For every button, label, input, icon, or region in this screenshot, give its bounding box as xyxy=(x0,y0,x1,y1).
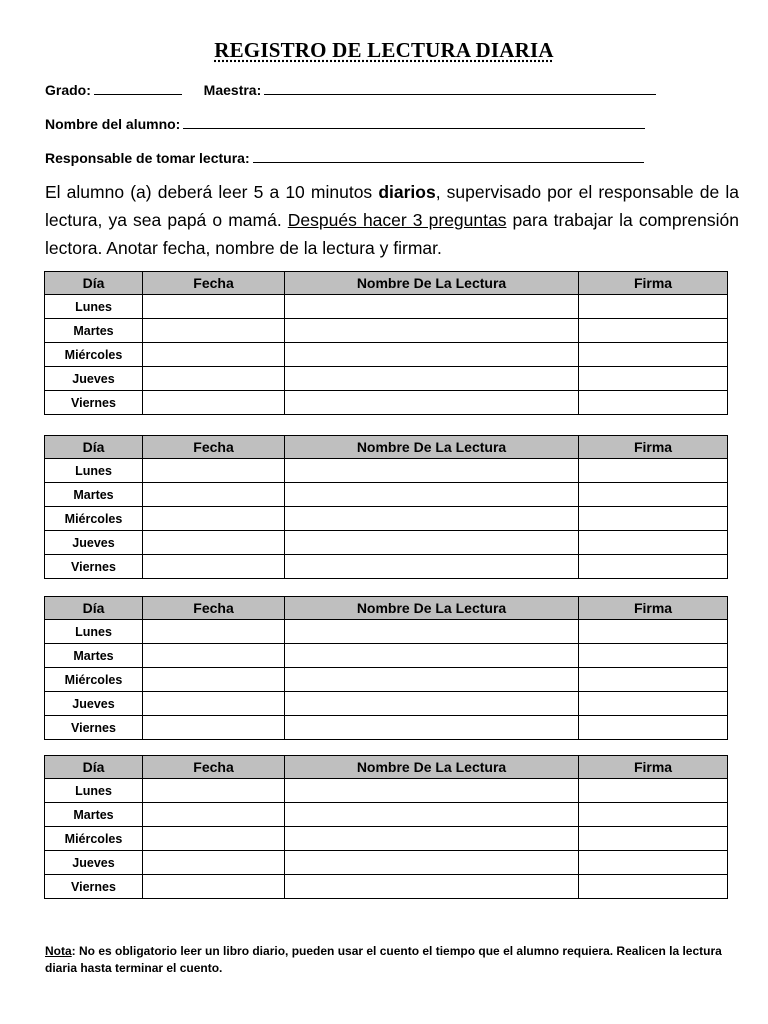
firma-cell[interactable] xyxy=(579,391,728,415)
column-header: Firma xyxy=(579,436,728,459)
day-cell: Jueves xyxy=(45,367,143,391)
day-cell: Jueves xyxy=(45,531,143,555)
lectura-cell[interactable] xyxy=(285,343,579,367)
lectura-cell[interactable] xyxy=(285,668,579,692)
day-cell: Lunes xyxy=(45,620,143,644)
fecha-cell[interactable] xyxy=(143,367,285,391)
firma-cell[interactable] xyxy=(579,555,728,579)
grado-field[interactable] xyxy=(94,80,182,95)
column-header: Firma xyxy=(579,756,728,779)
firma-cell[interactable] xyxy=(579,343,728,367)
fecha-cell[interactable] xyxy=(143,295,285,319)
responsable-field[interactable] xyxy=(253,148,644,163)
responsable-line xyxy=(45,148,644,166)
table-row xyxy=(45,391,728,415)
column-header: Fecha xyxy=(143,597,285,620)
column-header: Firma xyxy=(579,597,728,620)
firma-cell[interactable] xyxy=(579,644,728,668)
instructions-paragraph xyxy=(45,178,739,262)
firma-cell[interactable] xyxy=(579,716,728,740)
day-cell: Miércoles xyxy=(45,343,143,367)
day-cell: Martes xyxy=(45,644,143,668)
table-row xyxy=(45,507,728,531)
column-header: Nombre De La Lectura xyxy=(285,756,579,779)
column-header: Día xyxy=(45,597,143,620)
fecha-cell[interactable] xyxy=(143,716,285,740)
day-cell: Martes xyxy=(45,803,143,827)
firma-cell[interactable] xyxy=(579,875,728,899)
lectura-cell[interactable] xyxy=(285,507,579,531)
firma-cell[interactable] xyxy=(579,827,728,851)
fecha-cell[interactable] xyxy=(143,620,285,644)
table-row xyxy=(45,555,728,579)
day-cell: Viernes xyxy=(45,391,143,415)
column-header: Día xyxy=(45,272,143,295)
reading-log-table-3 xyxy=(44,596,728,740)
fecha-cell[interactable] xyxy=(143,692,285,716)
fecha-cell[interactable] xyxy=(143,644,285,668)
table-row xyxy=(45,343,728,367)
firma-cell[interactable] xyxy=(579,620,728,644)
nombre-alumno-label: Nombre del alumno: xyxy=(45,116,181,132)
table-row xyxy=(45,851,728,875)
lectura-cell[interactable] xyxy=(285,319,579,343)
table-row xyxy=(45,668,728,692)
day-cell: Jueves xyxy=(45,851,143,875)
lectura-cell[interactable] xyxy=(285,644,579,668)
lectura-cell[interactable] xyxy=(285,620,579,644)
intro-part1: El alumno (a) deberá leer 5 a 10 minutos xyxy=(45,182,379,202)
table-header-row xyxy=(45,272,728,295)
lectura-cell[interactable] xyxy=(285,367,579,391)
lectura-cell[interactable] xyxy=(285,295,579,319)
firma-cell[interactable] xyxy=(579,779,728,803)
fecha-cell[interactable] xyxy=(143,803,285,827)
intro-part3: para trabajar la comprensión lectora. Anotar fecha, nombre de la lectura y firmar. xyxy=(45,210,740,258)
footer-note xyxy=(45,943,735,977)
lectura-cell[interactable] xyxy=(285,692,579,716)
table-row xyxy=(45,716,728,740)
column-header: Nombre De La Lectura xyxy=(285,436,579,459)
firma-cell[interactable] xyxy=(579,507,728,531)
table-row xyxy=(45,483,728,507)
day-cell: Lunes xyxy=(45,459,143,483)
day-cell: Martes xyxy=(45,483,143,507)
column-header: Firma xyxy=(579,272,728,295)
firma-cell[interactable] xyxy=(579,483,728,507)
fecha-cell[interactable] xyxy=(143,459,285,483)
table-row xyxy=(45,692,728,716)
table-row xyxy=(45,875,728,899)
column-header: Fecha xyxy=(143,756,285,779)
day-cell: Viernes xyxy=(45,555,143,579)
column-header: Fecha xyxy=(143,272,285,295)
firma-cell[interactable] xyxy=(579,367,728,391)
day-cell: Jueves xyxy=(45,692,143,716)
lectura-cell[interactable] xyxy=(285,827,579,851)
fecha-cell[interactable] xyxy=(143,827,285,851)
day-cell: Miércoles xyxy=(45,827,143,851)
firma-cell[interactable] xyxy=(579,803,728,827)
day-cell: Viernes xyxy=(45,716,143,740)
lectura-cell[interactable] xyxy=(285,459,579,483)
column-header: Día xyxy=(45,436,143,459)
table-header-row xyxy=(45,597,728,620)
fecha-cell[interactable] xyxy=(143,779,285,803)
lectura-cell[interactable] xyxy=(285,483,579,507)
day-cell: Miércoles xyxy=(45,507,143,531)
lectura-cell[interactable] xyxy=(285,779,579,803)
table-row xyxy=(45,803,728,827)
lectura-cell[interactable] xyxy=(285,803,579,827)
reading-log-table-4 xyxy=(44,755,728,899)
maestra-field[interactable] xyxy=(264,80,656,95)
intro-bold: diarios xyxy=(378,182,436,202)
fecha-cell[interactable] xyxy=(143,851,285,875)
fecha-cell[interactable] xyxy=(143,668,285,692)
day-cell: Viernes xyxy=(45,875,143,899)
grado-label: Grado: xyxy=(45,82,91,98)
table-row xyxy=(45,644,728,668)
lectura-cell[interactable] xyxy=(285,391,579,415)
table-row xyxy=(45,295,728,319)
table-row xyxy=(45,319,728,343)
reading-log-table-2 xyxy=(44,435,728,579)
page-title-text: REGISTRO DE LECTURA DIARIA xyxy=(214,38,554,62)
firma-cell[interactable] xyxy=(579,531,728,555)
fecha-cell[interactable] xyxy=(143,875,285,899)
table-row xyxy=(45,459,728,483)
page-title xyxy=(0,38,768,63)
table-row xyxy=(45,827,728,851)
lectura-cell[interactable] xyxy=(285,875,579,899)
firma-cell[interactable] xyxy=(579,851,728,875)
reading-log-table-1 xyxy=(44,271,728,415)
day-cell: Lunes xyxy=(45,295,143,319)
nombre-alumno-line xyxy=(45,114,645,132)
lectura-cell[interactable] xyxy=(285,716,579,740)
fecha-cell[interactable] xyxy=(143,555,285,579)
fecha-cell[interactable] xyxy=(143,531,285,555)
nombre-alumno-field[interactable] xyxy=(183,114,645,129)
firma-cell[interactable] xyxy=(579,692,728,716)
day-cell: Martes xyxy=(45,319,143,343)
fecha-cell[interactable] xyxy=(143,319,285,343)
column-header: Nombre De La Lectura xyxy=(285,272,579,295)
day-cell: Miércoles xyxy=(45,668,143,692)
table-header-row xyxy=(45,436,728,459)
table-header-row xyxy=(45,756,728,779)
fecha-cell[interactable] xyxy=(143,343,285,367)
note-text: : No es obligatorio leer un libro diario, pueden usar el cuento el tiempo que el alumno requiera. Realicen la lectura diaria hasta terminar el cuento. xyxy=(45,944,722,975)
responsable-label: Responsable de tomar lectura: xyxy=(45,150,250,166)
lectura-cell[interactable] xyxy=(285,555,579,579)
column-header: Día xyxy=(45,756,143,779)
lectura-cell[interactable] xyxy=(285,851,579,875)
table-row xyxy=(45,531,728,555)
grado-maestra-line xyxy=(45,80,656,98)
column-header: Fecha xyxy=(143,436,285,459)
table-row xyxy=(45,367,728,391)
fecha-cell[interactable] xyxy=(143,483,285,507)
firma-cell[interactable] xyxy=(579,295,728,319)
firma-cell[interactable] xyxy=(579,459,728,483)
intro-underlined: Después hacer 3 preguntas xyxy=(287,210,507,230)
firma-cell[interactable] xyxy=(579,668,728,692)
column-header: Nombre De La Lectura xyxy=(285,597,579,620)
firma-cell[interactable] xyxy=(579,319,728,343)
table-row xyxy=(45,779,728,803)
fecha-cell[interactable] xyxy=(143,507,285,531)
table-row xyxy=(45,620,728,644)
day-cell: Lunes xyxy=(45,779,143,803)
lectura-cell[interactable] xyxy=(285,531,579,555)
note-label: Nota xyxy=(45,944,72,958)
maestra-label: Maestra: xyxy=(203,82,262,98)
fecha-cell[interactable] xyxy=(143,391,285,415)
intro-part2: , supervisado por el responsable de la lectura, ya sea papá o mamá. xyxy=(45,182,739,230)
